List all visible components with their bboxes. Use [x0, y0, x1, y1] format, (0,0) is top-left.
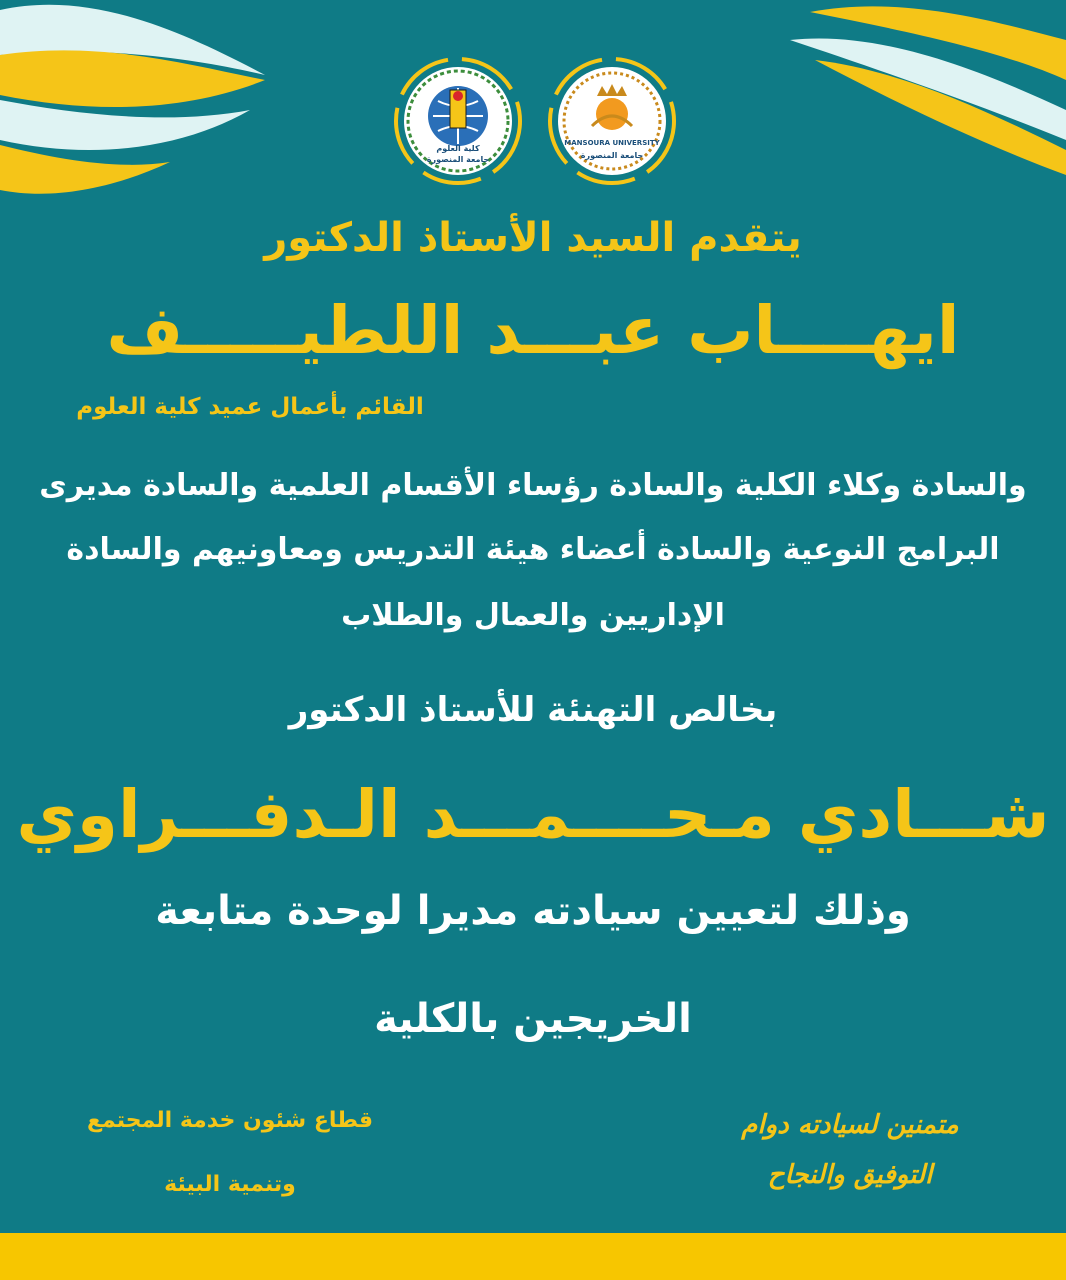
- faculty-logo-caption-2: جامعة المنصورة: [426, 155, 490, 164]
- staff-line: البرامج النوعية والسادة أعضاء هيئة التدريس ومعاونيهم والسادة: [66, 532, 1000, 567]
- university-seal-icon: [547, 56, 677, 186]
- presenter-role: القائم بأعمال عميد كلية العلوم: [76, 394, 424, 420]
- staff-line: والسادة وكلاء الكلية والسادة رؤساء الأقسام العلمية والسادة مديرى: [39, 468, 1027, 503]
- reason-line: الخريجين بالكلية: [374, 996, 692, 1042]
- staff-line: الإداريين والعمال والطلاب: [341, 598, 725, 633]
- wishes-line: متمنين لسيادته دوام: [741, 1110, 959, 1140]
- sector-line: وتنمية البيئة: [164, 1172, 296, 1197]
- mansoura-university-logo: [547, 56, 677, 186]
- congratulations-line: بخالص التهنئة للأستاذ الدكتور: [288, 690, 778, 730]
- wishes-line: التوفيق والنجاح: [767, 1160, 933, 1190]
- sector-line: قطاع شئون خدمة المجتمع: [87, 1108, 373, 1133]
- faculty-logo-caption-1: كلية العلوم: [436, 144, 480, 153]
- honoree-name: شـــادي مـحــــمـــد الـدفـــراوي: [16, 776, 1050, 853]
- wave-decoration-right: [0, 0, 1066, 200]
- presenter-title: يتقدم السيد الأستاذ الدكتور: [264, 215, 802, 261]
- reason-line: وذلك لتعيين سيادته مديرا لوحدة متابعة: [155, 888, 911, 934]
- presenter-name: ايهــــاب عبـــد اللطيـــــف: [106, 292, 960, 369]
- university-logo-caption-2: جامعة المنصورة: [580, 151, 644, 160]
- bottom-bar: [0, 1233, 1066, 1280]
- faculty-of-science-logo: [393, 56, 523, 186]
- university-logo-caption-1: MANSOURA UNIVERSITY: [564, 139, 660, 147]
- faculty-seal-icon: [393, 56, 523, 186]
